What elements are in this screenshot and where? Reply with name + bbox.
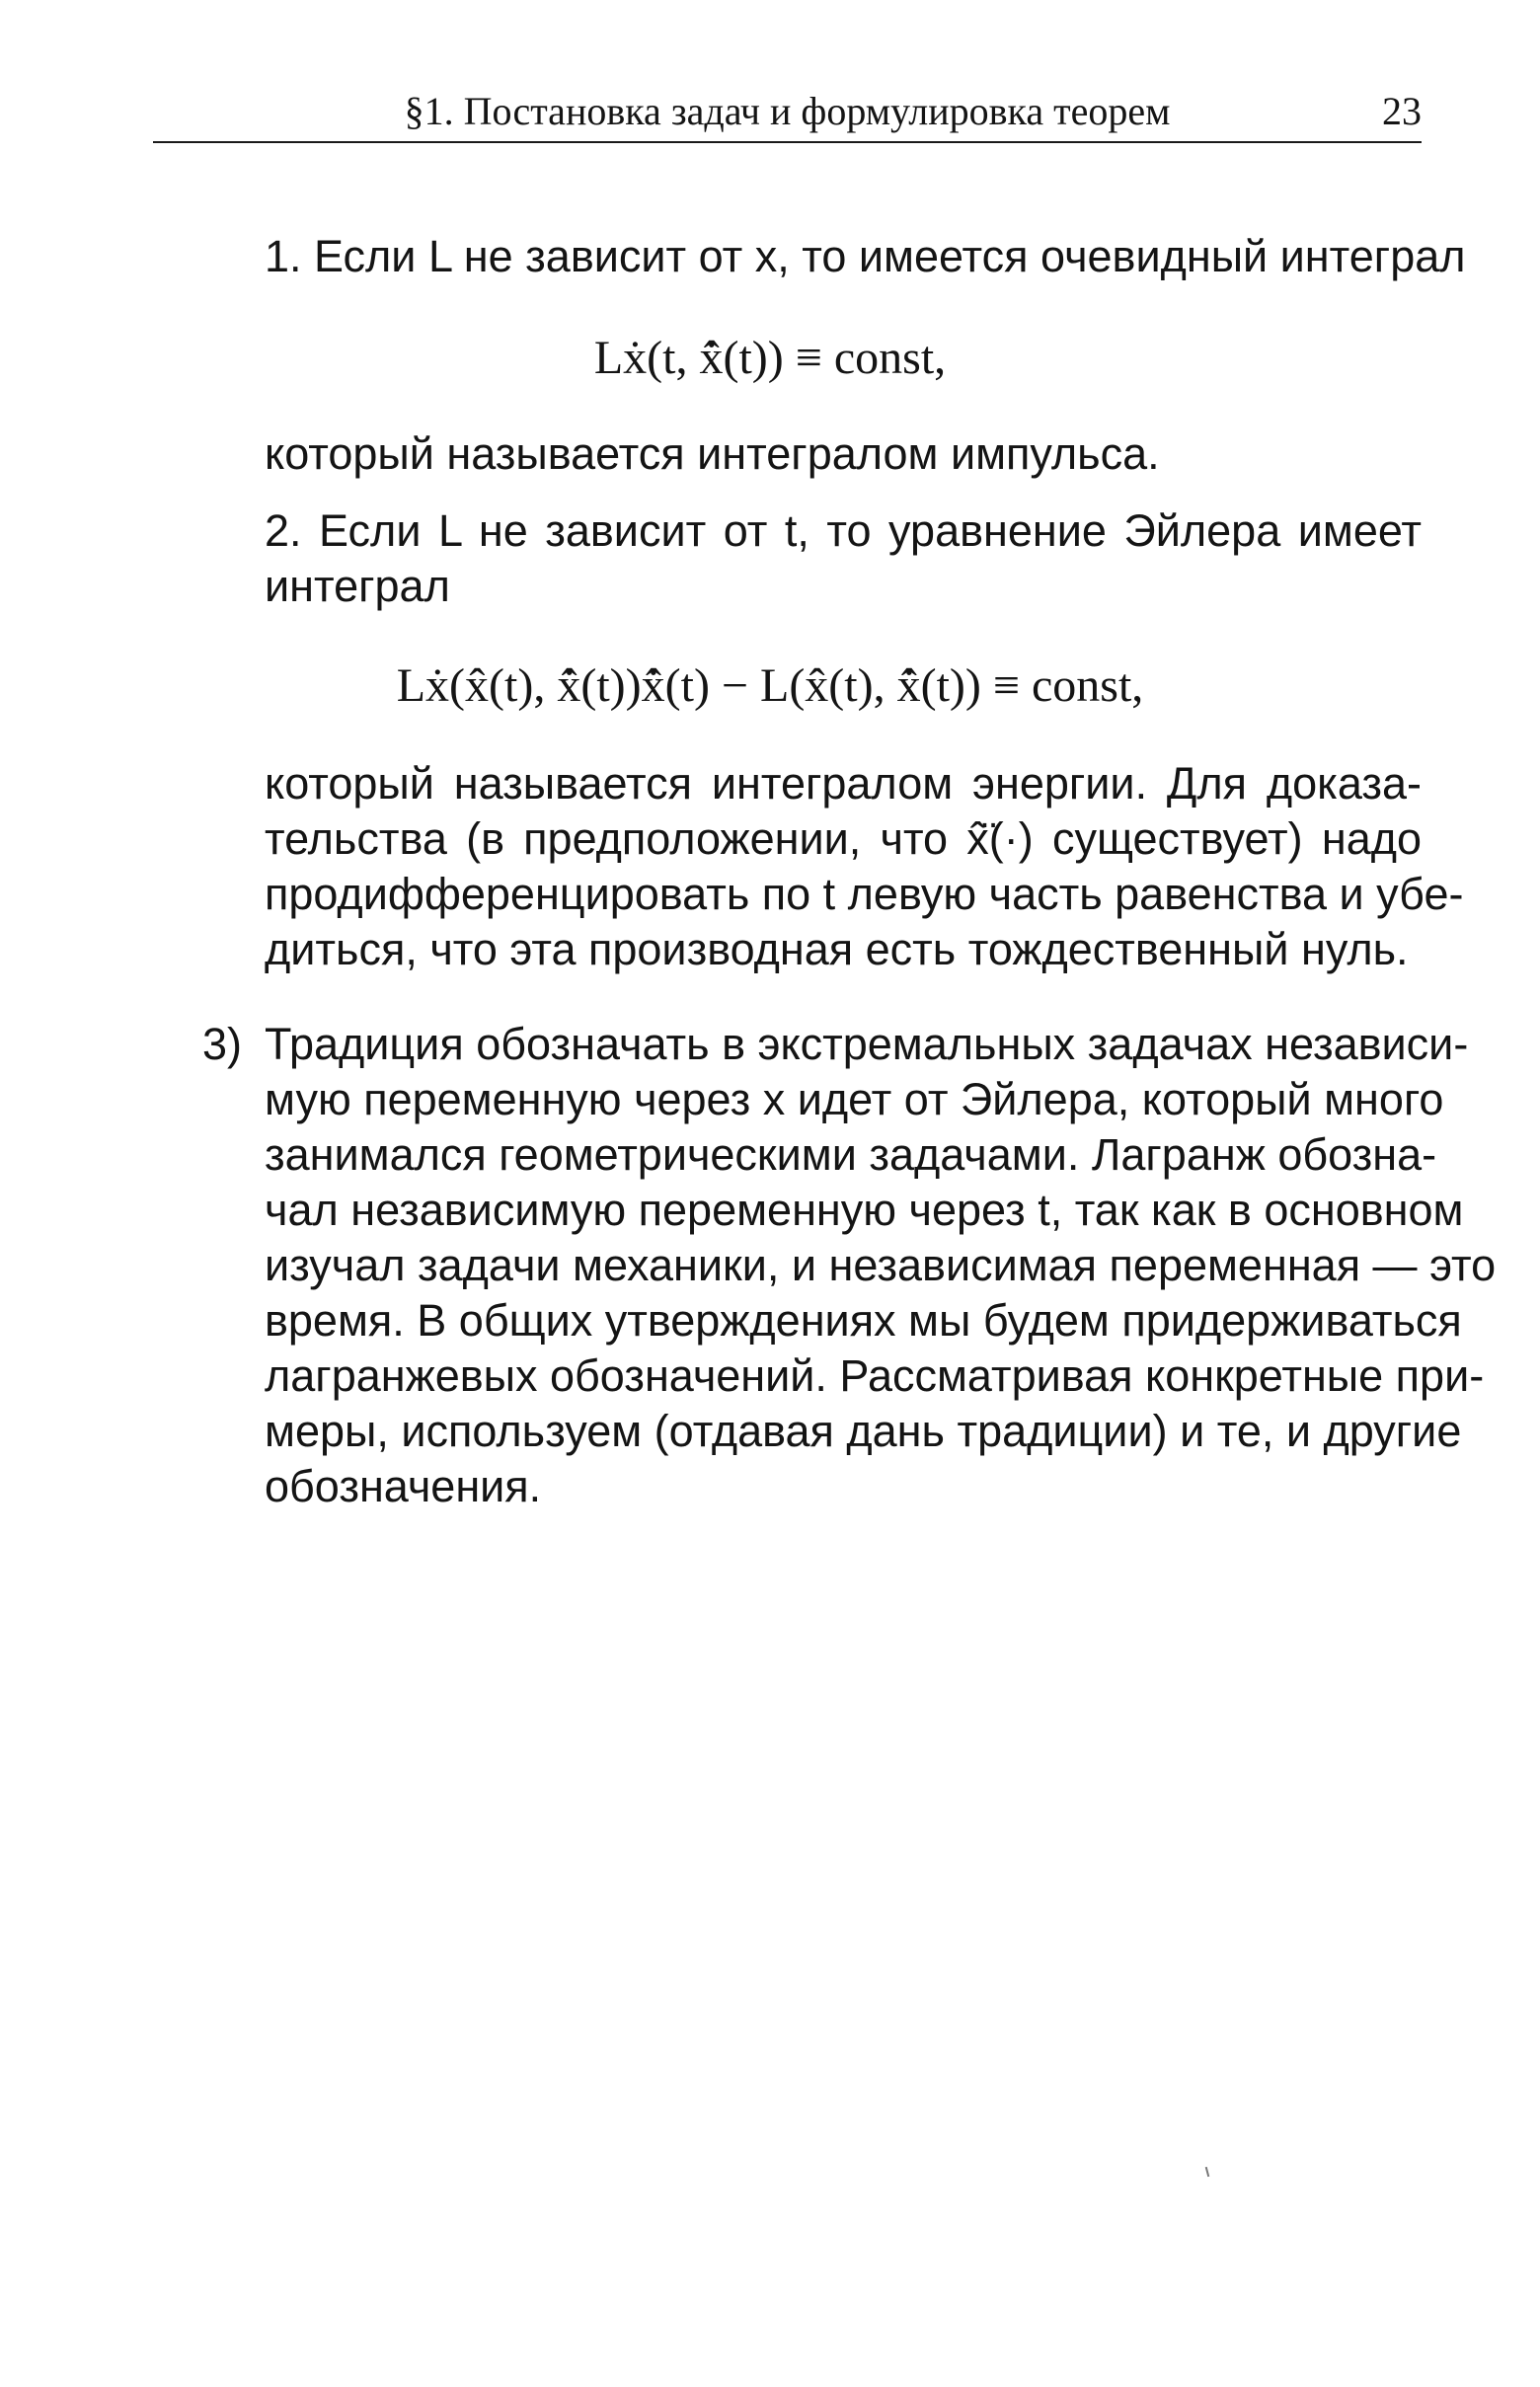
section-title: §1. Постановка задач и формулировка теорем [404, 89, 1171, 133]
text-line: меры, используем (отдавая дань традиции) и те, и другие [265, 1406, 1462, 1456]
page-number: 23 [1382, 89, 1422, 133]
text-line: продифференцировать по t левую часть равенства и убе- [265, 869, 1464, 919]
text-line: чал независимую переменную через t, так как в основном [265, 1185, 1464, 1235]
text-line: мую переменную через x идет от Эйлера, который много [265, 1074, 1444, 1124]
formula-energy-integral: Lẋ(x̂(t), x̂̇(t))x̂̇(t) − L(x̂(t), x̂̇(t)) ≡ const, [396, 659, 1144, 712]
item-2-text-cont [265, 559, 1422, 614]
item-1-text [265, 229, 1466, 284]
footnote-number: 3) [202, 1019, 243, 1069]
item-2-conclusion [265, 756, 1464, 977]
text-line: который называется интегралом импульса. [265, 428, 1160, 479]
footnote-3-text [265, 1017, 1497, 1514]
text-line: занимался геометрическими задачами. Лагранж обозна- [265, 1129, 1437, 1180]
text-line: обозначения. [265, 1461, 542, 1511]
text-line: 2. Если L не зависит от t, то уравнение Эйлера имеет [265, 505, 1422, 556]
running-header [153, 87, 1422, 143]
text-line: интеграл [265, 561, 450, 611]
text-line: Традиция обозначать в экстремальных задачах независи- [265, 1019, 1469, 1069]
text-line: тельства (в предположении, что x̂̈(·) существует) надо [265, 813, 1422, 864]
formula-momentum-integral: Lẋ(t, x̂̇(t)) ≡ const, [593, 332, 947, 384]
text-line: изучал задачи механики, и независимая переменная — это [265, 1240, 1497, 1290]
item-2-text [265, 503, 1422, 559]
text-line: лагранжевых обозначений. Рассматривая конкретные при- [265, 1350, 1485, 1401]
text-line: диться, что эта производная есть тождественный нуль. [265, 924, 1409, 974]
item-1-conclusion [265, 426, 1422, 482]
text-line: 1. Если L не зависит от x, то имеется очевидный интеграл [265, 231, 1466, 281]
text-line: время. В общих утверждениях мы будем придерживаться [265, 1295, 1462, 1346]
text-line: который называется интегралом энергии. Для доказа- [265, 758, 1422, 808]
scan-speck [1205, 2167, 1210, 2177]
